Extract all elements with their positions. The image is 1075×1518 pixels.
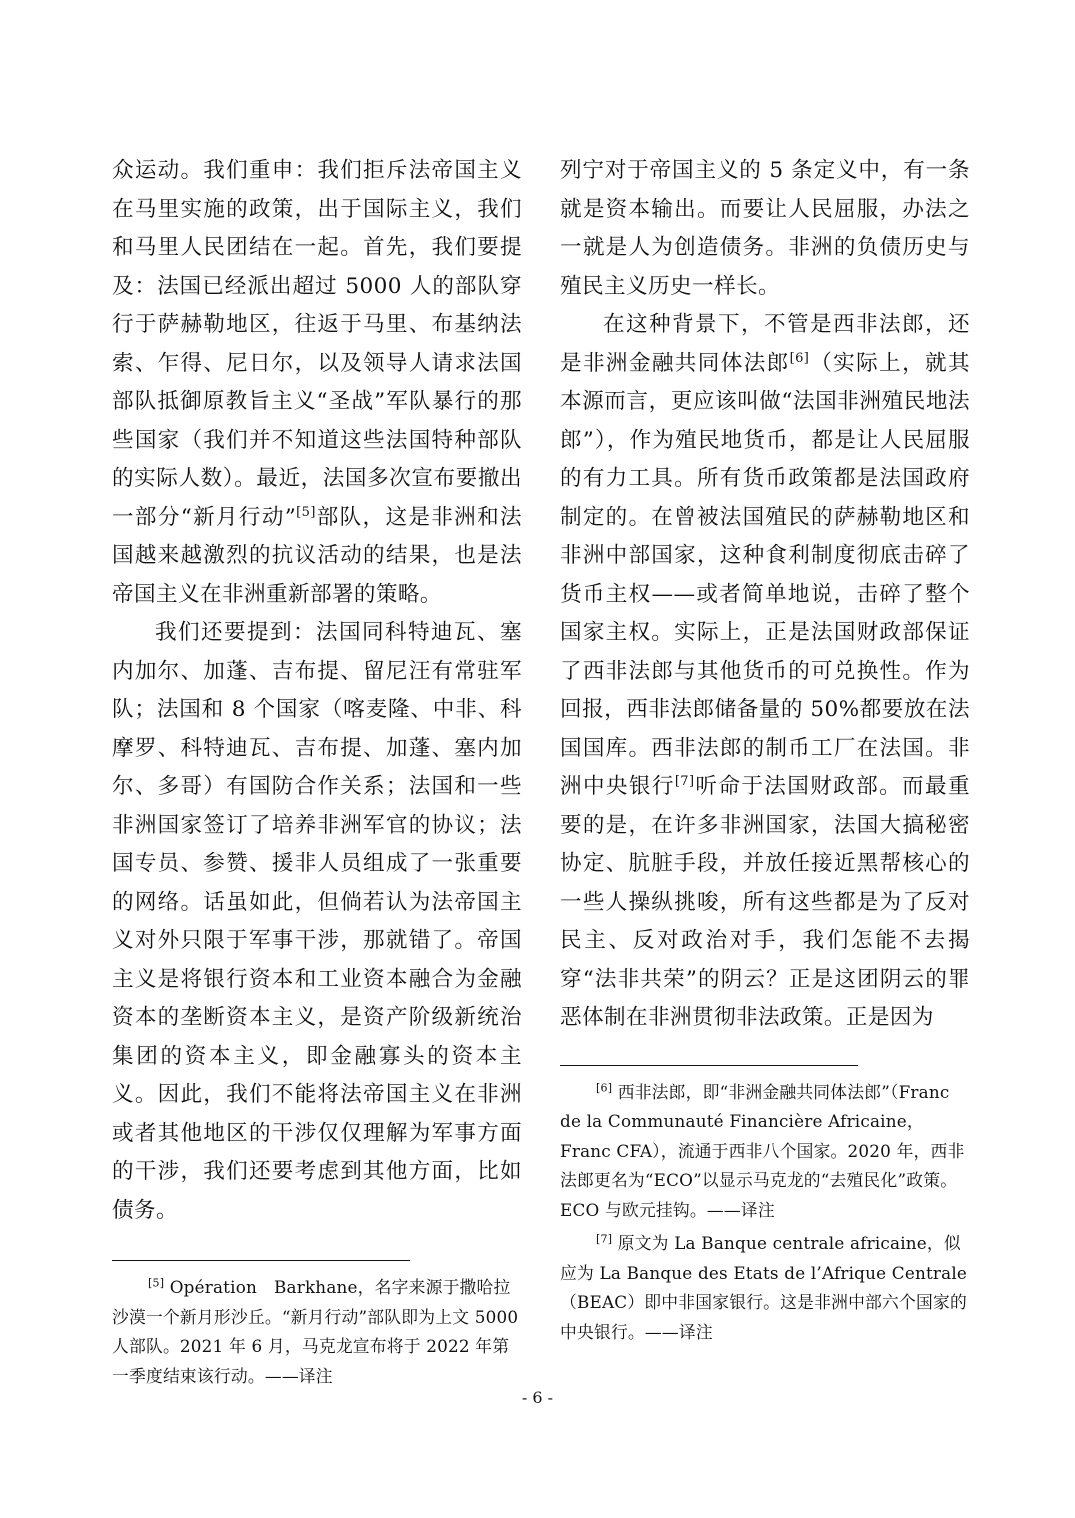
left-column <box>112 152 522 1395</box>
body-text: 众运动。我们重申：我们拒斥法帝国主义在马里实施的政策，出于国际主义，我们和马里人民团结在一起。首先，我们要提及：法国已经派出超过 5000 人的部队穿行于萨赫勒地区，往返于马里、布基纳法索、乍得、尼日尔，以及领导人请求法国部队抵御原教旨主义“圣战”军队暴行的那些国家（我们并不知道这些法国特种部队的实际人数）。最近，法国多次宣布要撤出一部分“新月行动” <box>112 158 522 530</box>
left-paragraph-2 <box>112 614 522 1230</box>
footnote-7 <box>560 1229 970 1347</box>
left-paragraph-1 <box>112 152 522 614</box>
footnote-marker: [7] <box>596 1232 613 1246</box>
footnote-marker: [5] <box>148 1276 165 1290</box>
right-column <box>560 152 970 1351</box>
body-text: 列宁对于帝国主义的 5 条定义中，有一条就是资本输出。而要让人民屈服，办法之一就是人为创造债务。非洲的负债历史与殖民主义历史一样长。 <box>560 158 970 299</box>
page-number: - 6 - <box>521 1388 554 1407</box>
footnote-6 <box>560 1078 970 1226</box>
footnote-divider <box>112 1260 410 1261</box>
footnote-ref-7: [7] <box>674 773 695 789</box>
footnotes-left <box>112 1273 522 1391</box>
right-paragraph-2 <box>560 306 970 1038</box>
footnote-text: 西非法郎，即“非洲金融共同体法郎”（Franc de la Communauté Financière Africaine，Franc CFA），流通于西非八个国家。2020 年，西非法郎更名为“ECO”以显示马克龙的“去殖民化”政策。ECO 与欧元挂钩。——译注 <box>560 1081 965 1220</box>
footnote-text: 原文为 La Banque centrale africaine，似应为 La Banque des Etats de l’Afrique Centrale（BEAC）即中非国家银行。这是非洲中部六个国家的中央银行。——译注 <box>560 1233 968 1342</box>
body-text: 部队，这是非洲和法国越来越激烈的抗议活动的结果，也是法帝国主义在非洲重新部署的策略。 <box>112 504 522 607</box>
body-text: 听命于法国财政部。而最重要的是，在许多非洲国家，法国大搞秘密协定、肮脏手段，并放任接近黑帮核心的一些人操纵挑唆，所有这些都是为了反对民主、反对政治对手，我们怎能不去揭穿“法非共荣”的阴云？正是这团阴云的罪恶体制在非洲贯彻非法政策。正是因为 <box>560 774 970 1030</box>
body-text: 在这种背景下，不管是西非法郎，还是非洲金融共同体法郎 <box>560 312 970 376</box>
footnote-5 <box>112 1273 522 1391</box>
right-paragraph-1 <box>560 152 970 306</box>
footnote-divider <box>560 1065 858 1066</box>
footnote-marker: [6] <box>596 1080 613 1094</box>
footnote-ref-5: [5] <box>296 504 316 520</box>
footnote-text: Opération Barkhane，名字来源于撒哈拉沙漠一个新月形沙丘。“新月行动”部队即为上文 5000 人部队。2021 年 6 月，马克龙宣布将于 2022 年第一季度结束该行动。——译注 <box>112 1277 519 1386</box>
body-text: 我们还要提到：法国同科特迪瓦、塞内加尔、加蓬、吉布提、留尼汪有常驻军队；法国和 8 个国家（喀麦隆、中非、科摩罗、科特迪瓦、吉布提、加蓬、塞内加尔、多哥）有国防合作关系；法国和一些非洲国家签订了培养非洲军官的协议；法国专员、参赞、援非人员组成了一张重要的网络。话虽如此，但倘若认为法帝国主义对外只限于军事干涉，那就错了。帝国主义是将银行资本和工业资本融合为金融资本的垄断资本主义，是资产阶级新统治集团的资本主义，即金融寡头的资本主义。因此，我们不能将法帝国主义在非洲或者其他地区的干涉仅仅理解为军事方面的干涉，我们还要考虑到其他方面，比如债务。 <box>112 620 522 1223</box>
footnote-ref-6: [6] <box>789 350 810 366</box>
footnotes-right <box>560 1078 970 1348</box>
body-text: （实际上，就其本源而言，更应该叫做“法国非洲殖民地法郎”），作为殖民地货币，都是让人民屈服的有力工具。所有货币政策都是法国政府制定的。在曾被法国殖民的萨赫勒地区和非洲中部国家，这种食利制度彻底击碎了货币主权——或者简单地说，击碎了整个国家主权。实际上，正是法国财政部保证了西非法郎与其他货币的可兑换性。作为回报，西非法郎储备量的 50%都要放在法国国库。西非法郎的制币工厂在法国。非洲中央银行 <box>560 350 970 799</box>
